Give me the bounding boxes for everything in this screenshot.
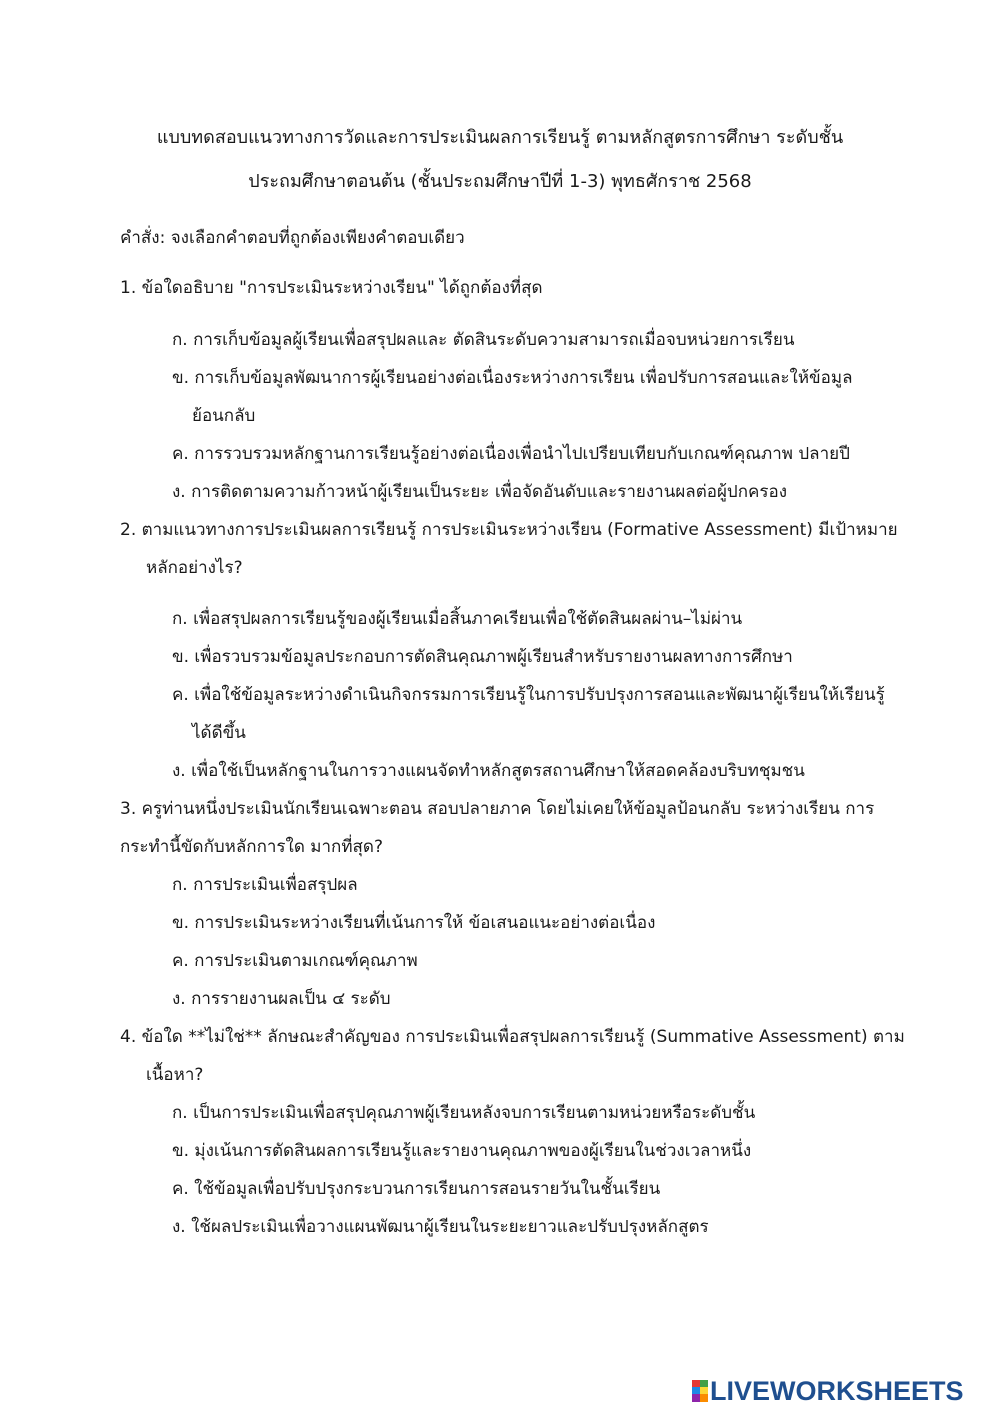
question-4-option-a[interactable]: ก. เป็นการประเมินเพื่อสรุปคุณภาพผู้เรียนหลังจบการเรียนตามหน่วยหรือระดับชั้น bbox=[172, 1103, 756, 1123]
instruction: คำสั่ง: จงเลือกคำตอบที่ถูกต้องเพียงคำตอบเดียว bbox=[120, 228, 465, 248]
question-1-option-a[interactable]: ก. การเก็บข้อมูลผู้เรียนเพื่อสรุปผลและ ตัดสินระดับความสามารถเมื่อจบหน่วยการเรียน bbox=[172, 330, 795, 350]
logo-tile-4 bbox=[700, 1387, 708, 1394]
question-3-option-b[interactable]: ข. การประเมินระหว่างเรียนที่เน้นการให้ ข้อเสนอแนะอย่างต่อเนื่อง bbox=[172, 913, 656, 933]
logo-tile-3 bbox=[692, 1387, 700, 1394]
question-2-option-c-cont[interactable]: ได้ดีขึ้น bbox=[192, 723, 246, 743]
question-3: 3. ครูท่านหนึ่งประเมินนักเรียนเฉพาะตอน สอบปลายภาค โดยไม่เคยให้ข้อมูลป้อนกลับ ระหว่างเรียน การ bbox=[120, 799, 875, 819]
question-2-cont: หลักอย่างไร? bbox=[146, 558, 243, 578]
question-4: 4. ข้อใด **ไม่ใช่** ลักษณะสำคัญของ การประเมินเพื่อสรุปผลการเรียนรู้ (Summative Assessment) ตาม bbox=[120, 1027, 905, 1047]
question-1: 1. ข้อใดอธิบาย "การประเมินระหว่างเรียน" ได้ถูกต้องที่สุด bbox=[120, 278, 543, 298]
question-1-option-d[interactable]: ง. การติดตามความก้าวหน้าผู้เรียนเป็นระยะ เพื่อจัดอันดับและรายงานผลต่อผู้ปกครอง bbox=[172, 482, 788, 502]
question-3-cont: กระทำนี้ขัดกับหลักการใด มากที่สุด? bbox=[120, 837, 383, 857]
question-2-option-a[interactable]: ก. เพื่อสรุปผลการเรียนรู้ของผู้เรียนเมื่อสิ้นภาคเรียนเพื่อใช้ตัดสินผลผ่าน–ไม่ผ่าน bbox=[172, 609, 743, 629]
question-4-option-c[interactable]: ค. ใช้ข้อมูลเพื่อปรับปรุงกระบวนการเรียนการสอนรายวันในชั้นเรียน bbox=[172, 1179, 661, 1199]
question-4-option-b[interactable]: ข. มุ่งเน้นการตัดสินผลการเรียนรู้และรายงานคุณภาพของผู้เรียนในช่วงเวลาหนึ่ง bbox=[172, 1141, 752, 1161]
question-4-option-d[interactable]: ง. ใช้ผลประเมินเพื่อวางแผนพัฒนาผู้เรียนในระยะยาวและปรับปรุงหลักสูตร bbox=[172, 1217, 709, 1237]
logo-tile-2 bbox=[700, 1380, 708, 1387]
question-2-option-d[interactable]: ง. เพื่อใช้เป็นหลักฐานในการวางแผนจัดทำหลักสูตรสถานศึกษาให้สอดคล้องบริบทชุมชน bbox=[172, 761, 805, 781]
question-3-option-d[interactable]: ง. การรายงานผลเป็น ๔ ระดับ bbox=[172, 989, 391, 1009]
question-4-cont: เนื้อหา? bbox=[146, 1065, 204, 1085]
liveworksheets-logo-icon bbox=[692, 1380, 708, 1402]
liveworksheets-wordmark: LIVEWORKSHEETS bbox=[710, 1375, 964, 1406]
title-line-2: ประถมศึกษาตอนต้น (ชั้นประถมศึกษาปีที่ 1-3) พุทธศักราช 2568 bbox=[248, 171, 752, 192]
liveworksheets-logo bbox=[692, 1376, 964, 1406]
question-1-option-c[interactable]: ค. การรวบรวมหลักฐานการเรียนรู้อย่างต่อเนื่องเพื่อนำไปเปรียบเทียบกับเกณฑ์คุณภาพ ปลายปี bbox=[172, 444, 850, 464]
logo-tile-5 bbox=[692, 1394, 700, 1402]
question-1-option-b-cont[interactable]: ย้อนกลับ bbox=[192, 406, 256, 426]
question-3-option-a[interactable]: ก. การประเมินเพื่อสรุปผล bbox=[172, 875, 358, 895]
question-3-option-c[interactable]: ค. การประเมินตามเกณฑ์คุณภาพ bbox=[172, 951, 418, 971]
question-2: 2. ตามแนวทางการประเมินผลการเรียนรู้ การประเมินระหว่างเรียน (Formative Assessment) มีเป้าหมาย bbox=[120, 520, 898, 540]
title-line-1: แบบทดสอบแนวทางการวัดและการประเมินผลการเรียนรู้ ตามหลักสูตรการศึกษา ระดับชั้น bbox=[156, 127, 844, 148]
question-2-option-c[interactable]: ค. เพื่อใช้ข้อมูลระหว่างดำเนินกิจกรรมการเรียนรู้ในการปรับปรุงการสอนและพัฒนาผู้เรียนให้เรียนรู้ bbox=[172, 685, 885, 705]
logo-tile-6 bbox=[700, 1394, 708, 1402]
question-1-option-b[interactable]: ข. การเก็บข้อมูลพัฒนาการผู้เรียนอย่างต่อเนื่องระหว่างการเรียน เพื่อปรับการสอนและให้ข้อมูล bbox=[172, 368, 853, 388]
logo-tile-1 bbox=[692, 1380, 700, 1387]
question-2-option-b[interactable]: ข. เพื่อรวบรวมข้อมูลประกอบการตัดสินคุณภาพผู้เรียนสำหรับรายงานผลทางการศึกษา bbox=[172, 647, 793, 667]
